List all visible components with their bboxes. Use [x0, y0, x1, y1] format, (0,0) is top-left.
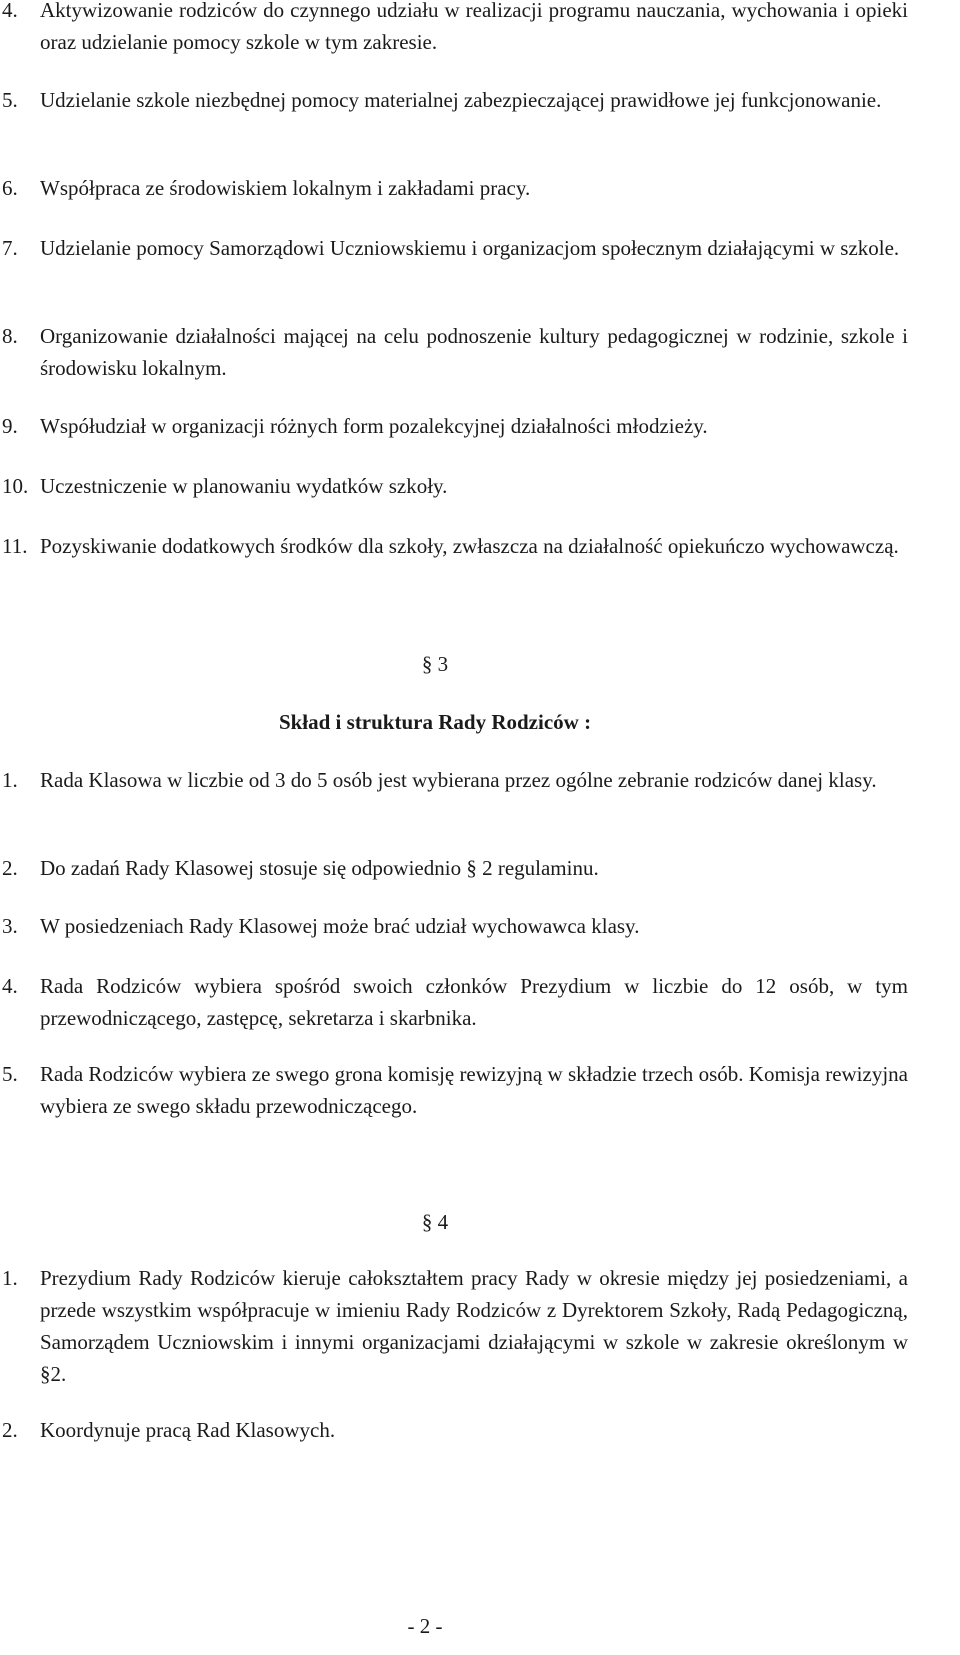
- item-text: Rada Rodziców wybiera spośród swoich członków Prezydium w liczbie do 12 osób, w tym przewodniczącego, zastępcę, sekretarza i skarbnika.: [40, 974, 908, 1030]
- list-item: [0, 1414, 910, 1446]
- list-item: [0, 320, 910, 384]
- section-mark: § 4: [421, 1210, 449, 1234]
- item-number: 8.: [2, 324, 18, 348]
- list-item: [0, 530, 910, 594]
- item-number: 1.: [2, 1266, 18, 1290]
- item-text: Aktywizowanie rodziców do czynnego udziału w realizacji programu nauczania, wychowania i opieki oraz udzielanie pomocy szkole w tym zakresie.: [40, 0, 908, 54]
- list-item: [0, 0, 910, 58]
- item-number: 4.: [2, 974, 18, 998]
- section-heading: Skład i struktura Rady Rodziców :: [278, 710, 592, 734]
- item-number: 9.: [2, 414, 18, 438]
- item-text: Do zadań Rady Klasowej stosuje się odpowiednio § 2 regulaminu.: [40, 856, 599, 880]
- list-item: [0, 1058, 910, 1122]
- item-text: Prezydium Rady Rodziców kieruje całokształtem pracy Rady w okresie między jej posiedzeniami, a przede wszystkim współpracuje w imieniu Rady Rodziców z Dyrektorem Szkoły, Radą Pedagogiczną, Samorządem Uczniowskim i innymi organizacjami działającymi w szkole w zakresie określonym w §2.: [40, 1266, 908, 1386]
- item-text: Współpraca ze środowiskiem lokalnym i zakładami pracy.: [40, 176, 531, 200]
- item-text: Współudział w organizacji różnych form pozalekcyjnej działalności młodzieży.: [40, 414, 708, 438]
- item-number: 2.: [2, 1418, 18, 1442]
- section-mark: § 3: [421, 652, 449, 676]
- list-item: [0, 410, 910, 442]
- page-number: - 2 -: [407, 1614, 443, 1638]
- list-item: [0, 1262, 910, 1390]
- item-number: 4.: [2, 0, 18, 22]
- item-number: 3.: [2, 914, 18, 938]
- list-item: [0, 852, 910, 884]
- list-item: [0, 970, 910, 1034]
- list-item: [0, 232, 910, 296]
- list-item: [0, 172, 910, 204]
- item-number: 10.: [2, 474, 29, 498]
- item-number: 5.: [2, 1062, 18, 1086]
- item-text: Udzielanie szkole niezbędnej pomocy materialnej zabezpieczającej prawidłowe jej funkcjonowanie.: [40, 88, 882, 112]
- item-number: 1.: [2, 768, 18, 792]
- item-number: 11.: [2, 534, 28, 558]
- list-item: [0, 84, 910, 148]
- list-item: [0, 910, 910, 942]
- item-number: 5.: [2, 88, 18, 112]
- list-item: [0, 764, 910, 828]
- item-number: 7.: [2, 236, 18, 260]
- item-text: Koordynuje pracą Rad Klasowych.: [40, 1418, 336, 1442]
- item-text: Udzielanie pomocy Samorządowi Uczniowskiemu i organizacjom społecznym działającymi w szkole.: [40, 236, 900, 260]
- item-number: 6.: [2, 176, 18, 200]
- item-text: Rada Rodziców wybiera ze swego grona komisję rewizyjną w składzie trzech osób. Komisja rewizyjna wybiera ze swego składu przewodniczącego.: [40, 1062, 908, 1118]
- item-text: Pozyskiwanie dodatkowych środków dla szkoły, zwłaszcza na działalność opiekuńczo wychowawczą.: [40, 534, 899, 558]
- item-text: Organizowanie działalności mającej na celu podnoszenie kultury pedagogicznej w rodzinie, szkole i środowisku lokalnym.: [40, 324, 908, 380]
- item-number: 2.: [2, 856, 18, 880]
- item-text: Rada Klasowa w liczbie od 3 do 5 osób jest wybierana przez ogólne zebranie rodziców danej klasy.: [40, 768, 877, 792]
- item-text: W posiedzeniach Rady Klasowej może brać udział wychowawca klasy.: [40, 914, 640, 938]
- list-item: [0, 470, 910, 502]
- item-text: Uczestniczenie w planowaniu wydatków szkoły.: [40, 474, 448, 498]
